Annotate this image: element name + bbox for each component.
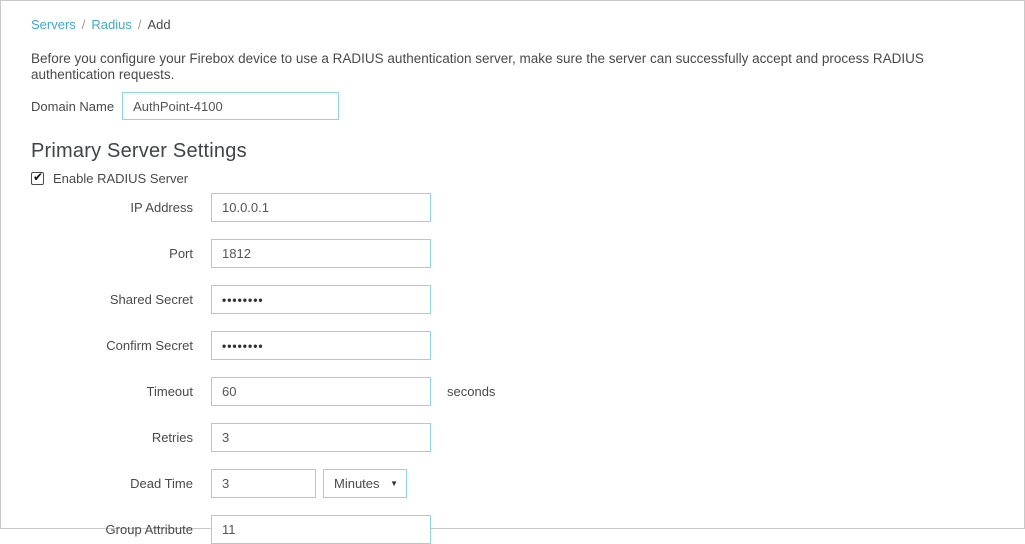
group-attribute-field[interactable] (211, 515, 431, 544)
retries-row (31, 423, 994, 452)
breadcrumb-servers-link[interactable]: Servers (31, 17, 76, 32)
dead-time-unit-value: Minutes (334, 476, 380, 491)
dead-time-row (31, 469, 994, 498)
group-attribute-label: Group Attribute (105, 522, 193, 537)
dead-time-field[interactable] (211, 469, 316, 498)
timeout-row (31, 377, 994, 406)
section-title: Primary Server Settings (31, 140, 247, 162)
breadcrumb-radius-link[interactable]: Radius (91, 17, 132, 32)
shared-secret-field[interactable] (211, 285, 431, 314)
enable-radius-row (31, 171, 994, 186)
intro-text: Before you configure your Firebox device to use a RADIUS authentication server, make sure the server can successfully accept and process RADIUS authentication requests. (31, 51, 924, 82)
chevron-down-icon: ▼ (390, 479, 398, 488)
retries-field[interactable] (211, 423, 431, 452)
breadcrumb-current-add: Add (147, 17, 171, 32)
confirm-secret-field[interactable] (211, 331, 431, 360)
timeout-field[interactable] (211, 377, 431, 406)
enable-radius-checkbox[interactable] (31, 172, 44, 185)
port-field[interactable] (211, 239, 431, 268)
ip-address-row (31, 193, 994, 222)
dead-time-unit-select[interactable] (323, 469, 407, 498)
confirm-secret-label: Confirm Secret (106, 338, 193, 353)
domain-name-label: Domain Name (31, 98, 115, 114)
confirm-secret-row (31, 331, 994, 360)
breadcrumb-separator: / (81, 17, 86, 32)
ip-address-label: IP Address (130, 200, 193, 215)
breadcrumb-separator: / (137, 17, 142, 32)
timeout-label: Timeout (146, 384, 193, 399)
port-row (31, 239, 994, 268)
timeout-unit-text: seconds (447, 384, 496, 399)
primary-server-fields (31, 193, 994, 544)
ip-address-field[interactable] (211, 193, 431, 222)
domain-name-field[interactable] (122, 92, 339, 120)
domain-name-row (31, 92, 994, 120)
enable-radius-label: Enable RADIUS Server (53, 171, 189, 186)
group-attribute-row (31, 515, 994, 544)
dead-time-label: Dead Time (130, 476, 193, 491)
shared-secret-label: Shared Secret (109, 292, 193, 307)
shared-secret-row (31, 285, 994, 314)
breadcrumb (31, 17, 994, 32)
port-label: Port (169, 246, 193, 261)
retries-label: Retries (151, 430, 193, 445)
